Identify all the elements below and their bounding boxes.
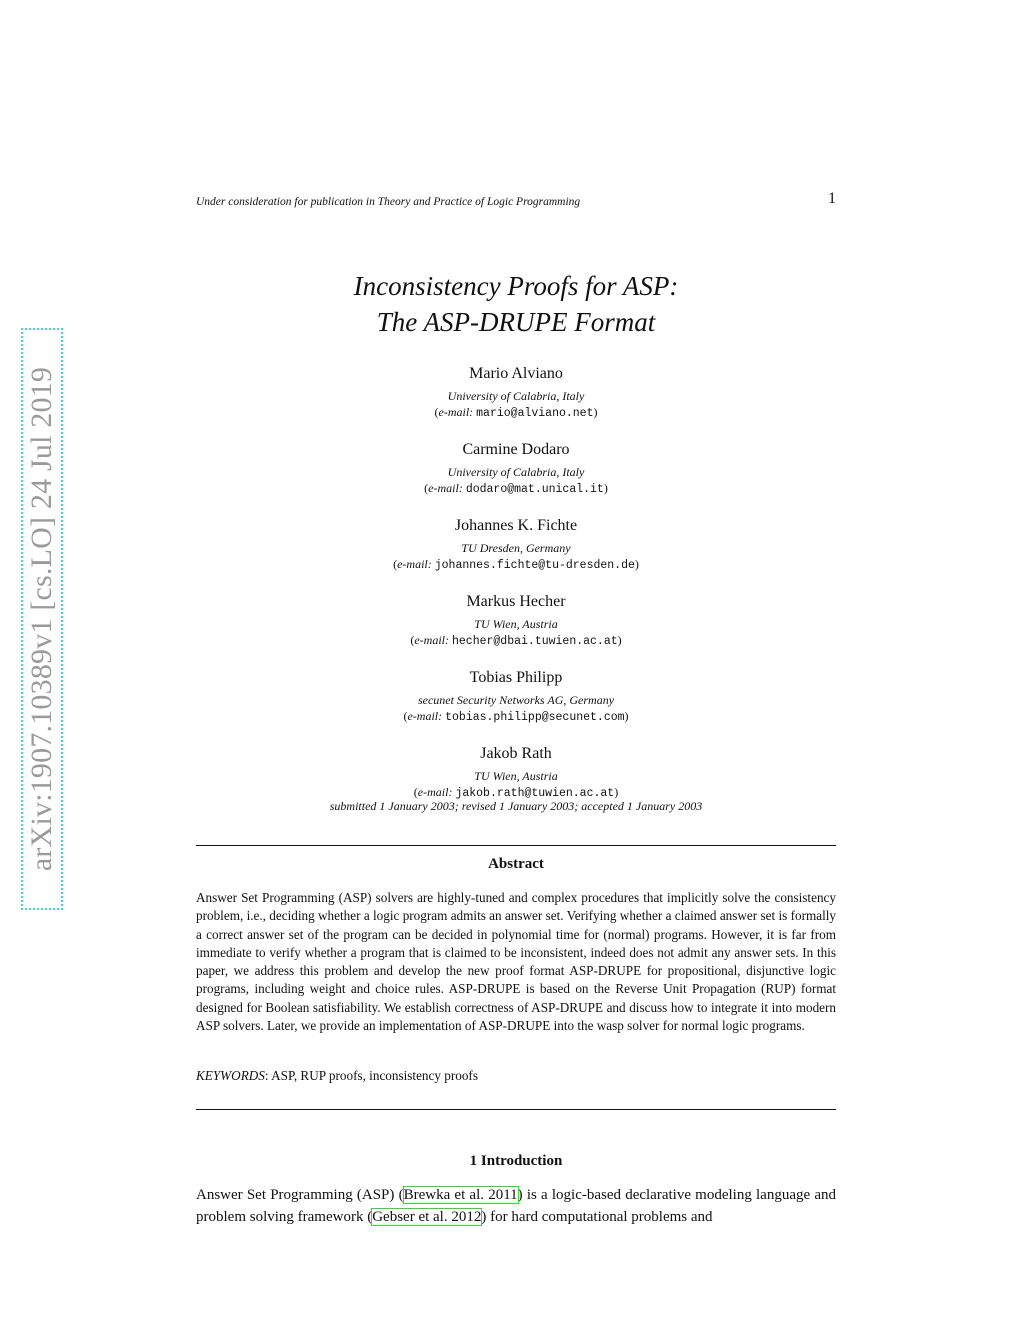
email-label: e-mail:: [438, 405, 474, 419]
author-email-line: (e-mail: hecher@dbai.tuwien.ac.at): [410, 633, 622, 648]
page-number: 1: [828, 190, 836, 207]
citation-link-brewka[interactable]: Brewka et al. 2011: [403, 1187, 518, 1203]
author-block: [196, 592, 836, 650]
author-block: [196, 668, 836, 726]
abstract-top-rule: [196, 845, 836, 846]
author-affiliation: University of Calabria, Italy: [447, 465, 585, 479]
author-email[interactable]: dodaro@mat.unical.it: [465, 483, 604, 496]
email-label: e-mail:: [417, 785, 453, 799]
running-head: [196, 190, 836, 212]
keywords: KEYWORDS: ASP, RUP proofs, inconsistency proofs: [196, 1068, 478, 1083]
abstract-heading: Abstract: [488, 856, 544, 872]
author-email-line: (e-mail: tobias.philipp@secunet.com): [403, 709, 629, 724]
abstract-text: Answer Set Programming (ASP) solvers are highly-tuned and complex procedures that implicitly solve the consistency problem, i.e., deciding whether a logic program admits an answer set. Verifying whether a claimed answer set is formally a correct answer set of the program can be decided in polynomial time for (normal) programs. However, it is far from immediate to verify whether a program that is claimed to be inconsistent, indeed does not admit any answer sets. In this paper, we address this problem and develop the new proof format ASP-DRUPE for propositional, disjunctive logic programs, including weight and choice rules. ASP-DRUPE is based on the Reverse Unit Propagation (RUP) format designed for Boolean satisfiability. We establish correctness of ASP-DRUPE and discuss how to integrate it into modern ASP solvers. Later, we provide an implementation of ASP-DRUPE into the wasp solver for normal logic programs.: [196, 890, 836, 1034]
author-affiliation: TU Wien, Austria: [474, 769, 558, 783]
title-line-2: The ASP-DRUPE Format: [376, 307, 656, 337]
author-email[interactable]: tobias.philipp@secunet.com: [445, 711, 625, 724]
author-name: Tobias Philipp: [469, 669, 563, 686]
author-email[interactable]: jakob.rath@tuwien.ac.at: [455, 787, 615, 800]
author-block: [196, 516, 836, 574]
arxiv-stamp-link[interactable]: [21, 328, 63, 910]
intro-text-1: Answer Set Programming (ASP) (: [196, 1187, 404, 1203]
author-email-line: (e-mail: mario@alviano.net): [434, 405, 598, 420]
introduction-paragraph: [196, 1184, 836, 1228]
author-name: Jakob Rath: [480, 745, 552, 762]
author-name: Carmine Dodaro: [462, 441, 570, 458]
intro-text-3: ) for hard computational problems and: [481, 1209, 713, 1225]
author-list: [196, 364, 836, 820]
section-heading-introduction: 1 Introduction: [469, 1153, 563, 1169]
author-name: Johannes K. Fichte: [454, 517, 578, 534]
author-name: Markus Hecher: [466, 593, 566, 610]
author-email-line: (e-mail: jakob.rath@tuwien.ac.at): [413, 785, 619, 800]
author-affiliation: TU Wien, Austria: [474, 617, 558, 631]
citation-link-gebser[interactable]: Gebser et al. 2012: [372, 1209, 482, 1225]
author-affiliation: TU Dresden, Germany: [461, 541, 571, 555]
author-email[interactable]: mario@alviano.net: [476, 407, 594, 420]
journal-name: Under consideration for publication in Theory and Practice of Logic Programming: [196, 196, 581, 208]
author-email[interactable]: hecher@dbai.tuwien.ac.at: [452, 635, 618, 648]
email-label: e-mail:: [428, 481, 463, 495]
author-email-line: (e-mail: dodaro@mat.unical.it): [424, 481, 608, 496]
author-block: [196, 744, 836, 802]
abstract-bottom-rule: [196, 1109, 836, 1110]
author-email-line: (e-mail: johannes.fichte@tu-dresden.de): [393, 557, 639, 572]
email-label: e-mail:: [414, 633, 449, 647]
email-label: e-mail:: [397, 557, 432, 571]
author-affiliation: secunet Security Networks AG, Germany: [417, 693, 615, 707]
keywords-list: ASP, RUP proofs, inconsistency proofs: [271, 1068, 478, 1083]
intro-text-2: ) is a logic-based declarative modeling language and problem solving framework (: [196, 1187, 836, 1225]
author-name: Mario Alviano: [469, 365, 563, 382]
author-affiliation: University of Calabria, Italy: [447, 389, 585, 403]
author-block: [196, 440, 836, 498]
keywords-label: KEYWORDS: [196, 1068, 265, 1083]
author-block: [196, 364, 836, 422]
paper-title: [196, 268, 836, 340]
submission-dates: submitted 1 January 2003; revised 1 January 2003; accepted 1 January 2003: [329, 799, 703, 813]
arxiv-identifier: arXiv:1907.10389v1 [cs.LO] 24 Jul 2019: [25, 366, 58, 872]
title-line-1: Inconsistency Proofs for ASP:: [353, 271, 679, 301]
author-email[interactable]: johannes.fichte@tu-dresden.de: [434, 559, 635, 572]
email-label: e-mail:: [407, 709, 443, 723]
